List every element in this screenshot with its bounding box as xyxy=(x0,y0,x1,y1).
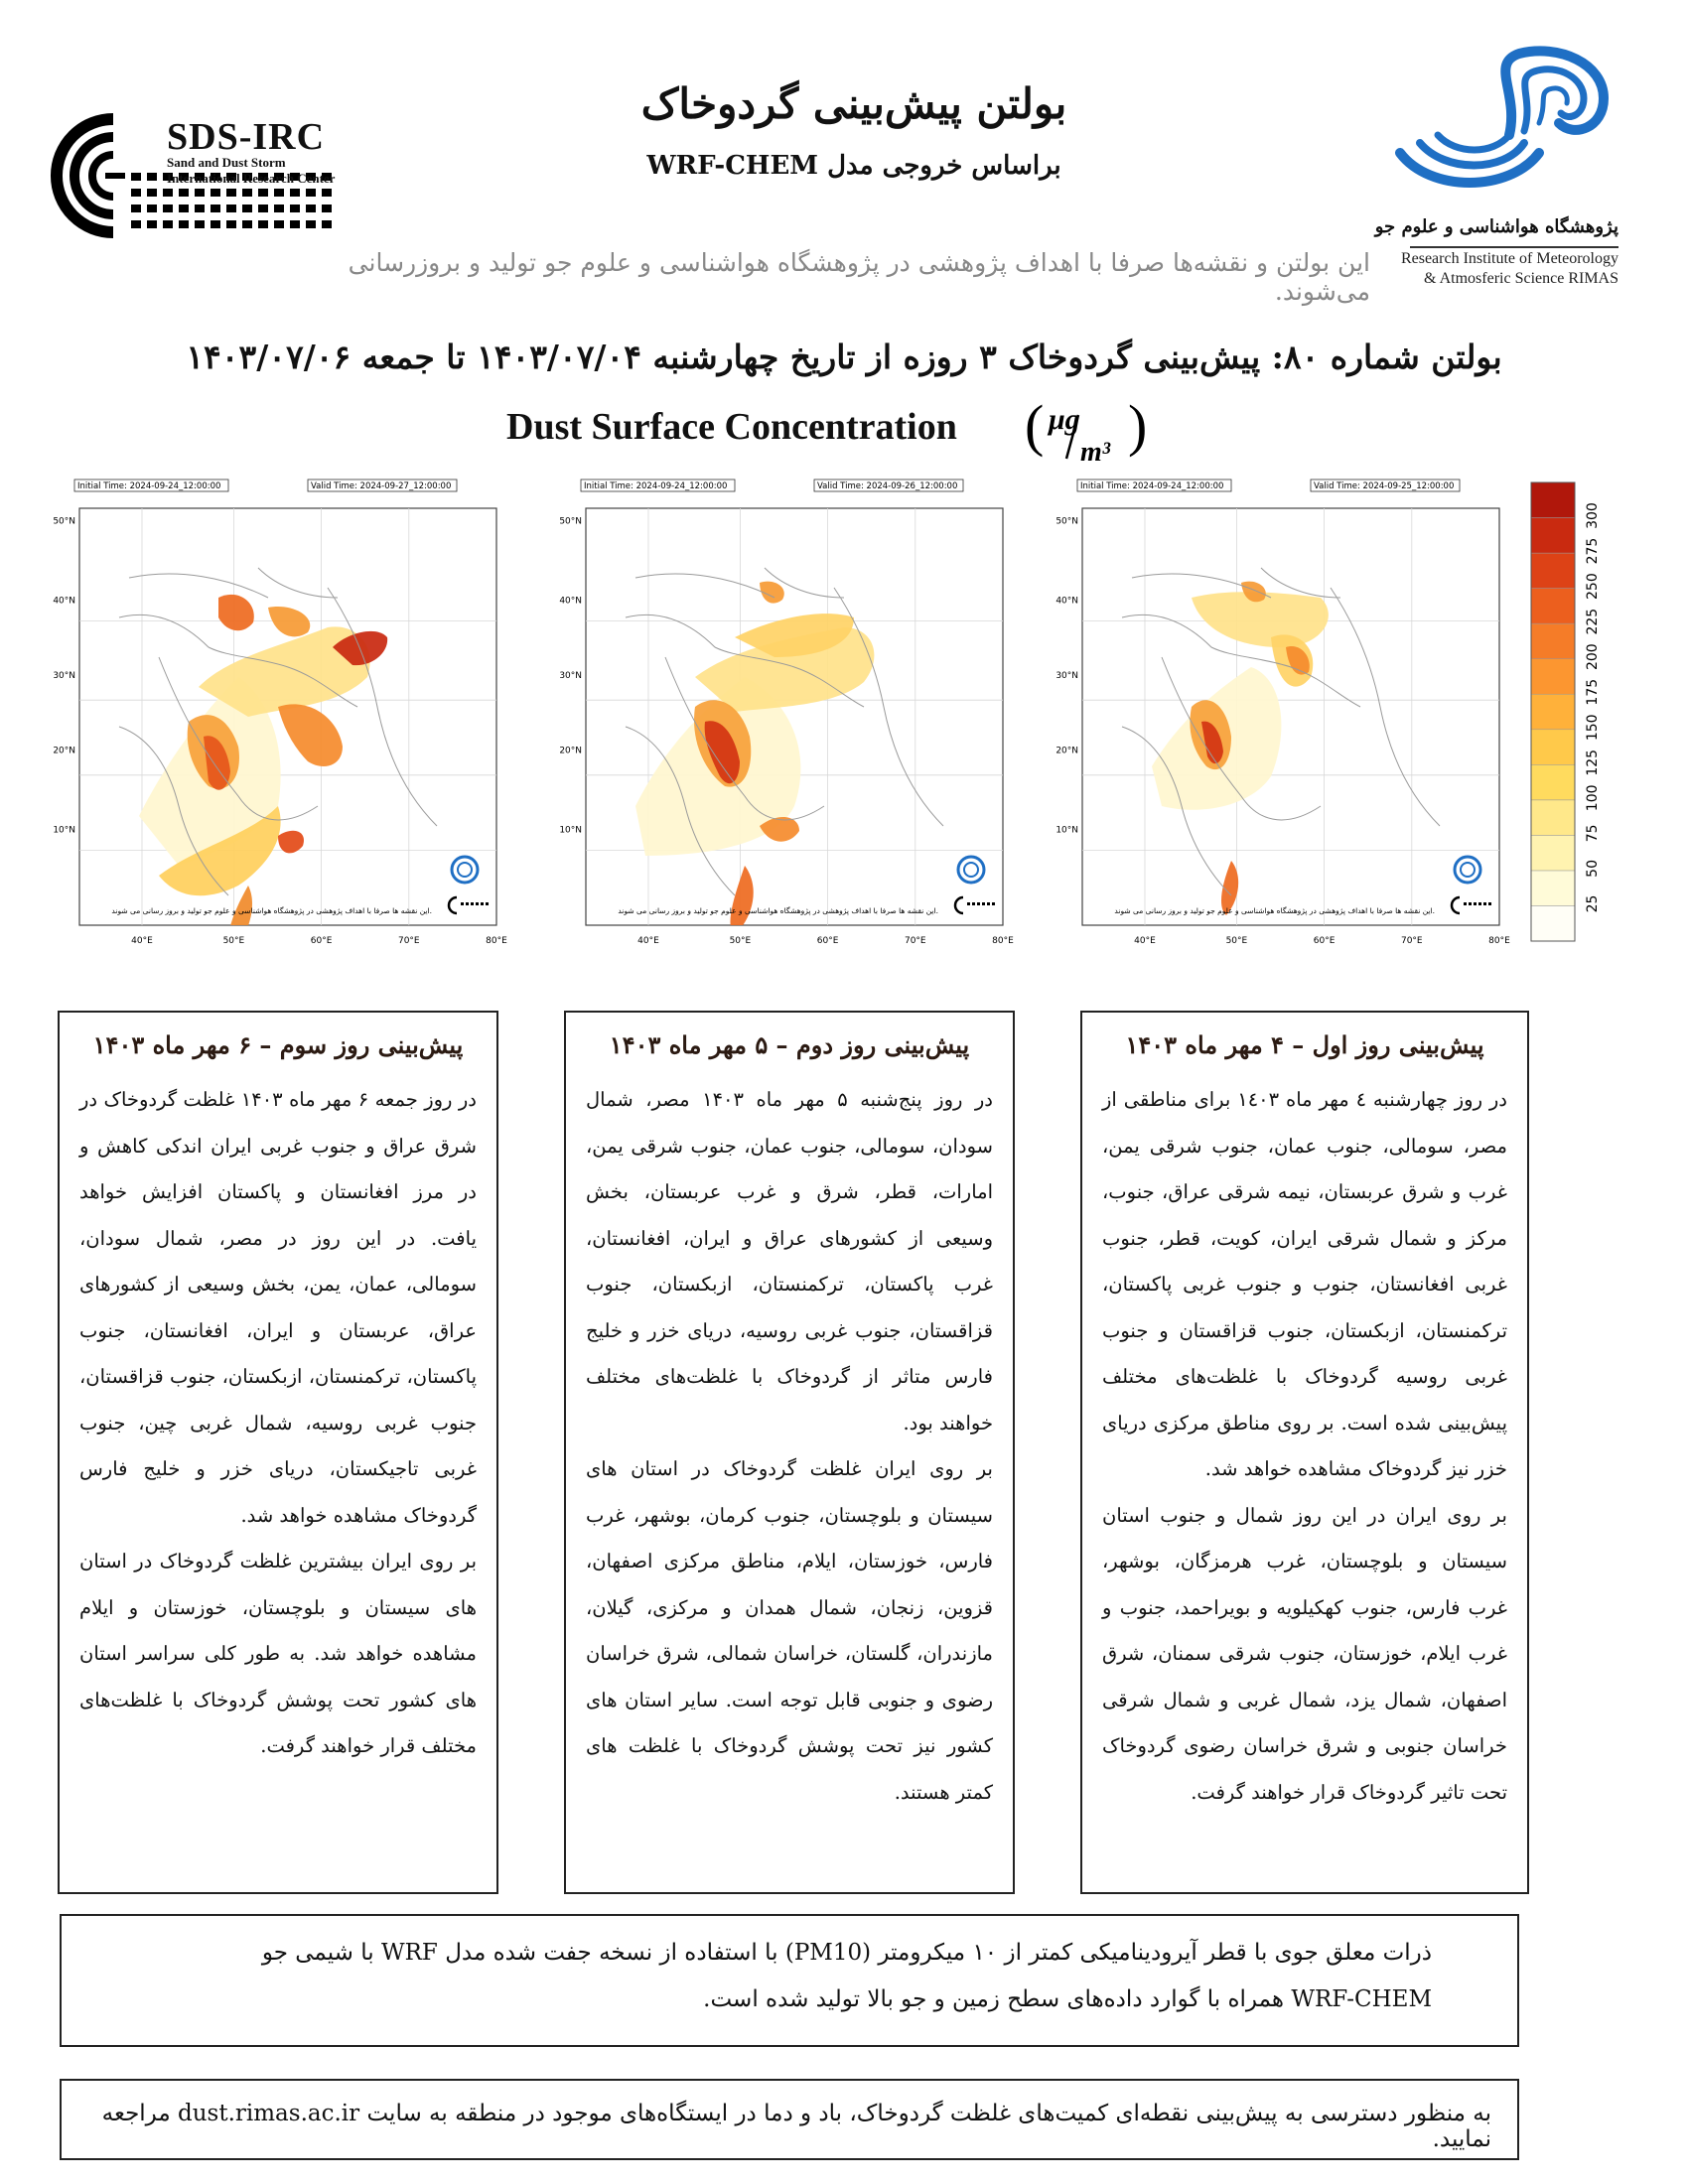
lon-tick-label: 60°E xyxy=(310,936,333,946)
colorbar-tick-label: 175 xyxy=(1585,678,1601,706)
map-disclaimer: این نقشه ها صرفا با اهداف پژوهشی در پژوهشگاه هواشناسی و علوم جو تولید و بروز رسانی می شوند. xyxy=(1114,906,1435,915)
dust-map-plot xyxy=(1043,478,1510,955)
valid-time-label: Valid Time: 2024-09-25_12:00:00 xyxy=(1314,481,1455,491)
colorbar-swatch xyxy=(1531,589,1575,624)
colorbar-tick-label: 125 xyxy=(1585,749,1601,776)
colorbar-swatch xyxy=(1531,694,1575,730)
forecast-map-day-1 xyxy=(1043,478,1510,955)
valid-time-label: Valid Time: 2024-09-27_12:00:00 xyxy=(311,481,452,491)
model-description-text xyxy=(181,1930,1432,2023)
model-description-line-1: ذرات معلق جوی با قطر آیرودینامیکی کمتر از ۱۰ میکرومتر (PM10) با استفاده از نسخه جفت شده مدل WRF با شیمی جو xyxy=(261,1940,1432,1966)
concentration-colorbar xyxy=(1529,478,1609,945)
colorbar-swatch xyxy=(1531,659,1575,695)
lat-tick-label: 30°N xyxy=(1055,671,1078,681)
lon-tick-label: 50°E xyxy=(1225,936,1248,946)
colorbar-tick-label: 75 xyxy=(1585,824,1601,843)
lon-tick-label: 40°E xyxy=(131,936,153,946)
colorbar-swatch xyxy=(1531,518,1575,554)
research-disclaimer: این بولتن و نقشه‌ها صرفا با اهداف پژوهشی در پژوهشگاه هواشناسی و علوم جو تولید و بروزرسانی می‌شوند. xyxy=(348,248,1370,306)
colorbar-tick-label: 300 xyxy=(1585,502,1601,529)
forecast-day-2-heading: پیش‌بینی روز دوم – ۵ مهر ماه ۱۴۰۳ xyxy=(609,1030,970,1059)
colorbar-swatch xyxy=(1531,871,1575,906)
forecast-day-3-paragraph: در روز جمعه ۶ مهر ماه ۱۴۰۳ غلظت گردوخاک در شرق عراق و جنوب غربی ایران اندکی کاهش و در مرز افغانستان و پاکستان افزایش خواهد یافت. در این روز در مصر، شمال سودان، سومالی، عمان، یمن، بخش وسیعی از کشورهای عراق، عربستان و ایران، افغانستان، جنوب پاکستان، ترکمنستان، ازبکستان، جنوب قزاقستان، جنوب غربی روسیه، شمال غربی چین، جنوب غربی تاجیکستان، دریای خزر و خلیج فارس گردوخاک مشاهده خواهد شد. xyxy=(79,1088,477,1527)
colorbar-swatch xyxy=(1531,623,1575,659)
lat-tick-label: 20°N xyxy=(1055,746,1078,756)
lat-tick-label: 40°N xyxy=(559,596,582,607)
website-reference-text: به منظور دسترسی به پیش‌بینی نقطه‌ای کمیت‌های غلظت گردوخاک، باد و دما در ایستگاه‌های موجود در منطقه به سایت dust.rimas.ac.ir مراجعه نمایید. xyxy=(101,2101,1491,2152)
bulletin-number-title: بولتن شماره ۸۰: پیش‌بینی گردوخاک ۳ روزه از تاریخ چهارشنبه ۱۴۰۳/۰۷/۰۴ تا جمعه ۱۴۰۳/۰۷/۰۶ xyxy=(186,338,1502,376)
forecast-day-2-paragraph: بر روی ایران غلظت گردوخاک در استان های سیستان و بلوچستان، جنوب کرمان، بوشهر، غرب فارس، خوزستان، ایلام، مناطق مرکزی اصفهان، قزوین، زنجان، شمال همدان و مرکزی، گیلان، مازندران، گلستان، خراسان شمالی، شرق خراسان رضوی و جنوبی قابل توجه است. سایر استان های کشور نیز تحت پوشش گردوخاک با غلظت های کمتر هستند. xyxy=(586,1457,993,1804)
lon-tick-label: 60°E xyxy=(1313,936,1336,946)
colorbar-swatch xyxy=(1531,764,1575,800)
lon-tick-label: 70°E xyxy=(1400,936,1423,946)
lat-tick-label: 40°N xyxy=(53,596,75,607)
lat-tick-label: 30°N xyxy=(559,671,582,681)
lat-tick-label: 30°N xyxy=(53,671,75,681)
forecast-day-2-box xyxy=(564,1011,1015,1894)
lon-tick-label: 40°E xyxy=(1134,936,1156,946)
forecast-day-1-box xyxy=(1080,1011,1529,1894)
sds-irc-name: SDS-IRC xyxy=(167,116,326,158)
forecast-day-3-box xyxy=(58,1011,498,1894)
colorbar-tick-label: 100 xyxy=(1585,784,1601,812)
colorbar-tick-label: 225 xyxy=(1585,608,1601,635)
colorbar-tick-label: 50 xyxy=(1585,860,1601,878)
lon-tick-label: 70°E xyxy=(904,936,926,946)
figure-unit-denominator: m³ xyxy=(1080,437,1111,468)
rimas-name-en-2: & Atmosferic Science RIMAS xyxy=(1424,270,1618,287)
lat-tick-label: 20°N xyxy=(53,746,75,756)
figure-unit-numerator: μg xyxy=(1049,403,1080,436)
colorbar-tick-label: 250 xyxy=(1585,573,1601,600)
forecast-day-2-text xyxy=(586,1077,993,1816)
forecast-day-3-heading: پیش‌بینی روز سوم – ۶ مهر ماه ۱۴۰۳ xyxy=(92,1030,464,1059)
rimas-divider xyxy=(1410,246,1618,248)
colorbar-tick-label: 275 xyxy=(1585,537,1601,565)
lat-tick-label: 50°N xyxy=(53,516,75,527)
lat-tick-label: 40°N xyxy=(1055,596,1078,607)
lat-tick-label: 20°N xyxy=(559,746,582,756)
colorbar-swatch xyxy=(1531,835,1575,871)
colorbar-swatch xyxy=(1531,905,1575,941)
dust-map-plot xyxy=(40,478,507,955)
map-disclaimer: این نقشه ها صرفا با اهداف پژوهشی در پژوهشگاه هواشناسی و علوم جو تولید و بروز رسانی می شوند. xyxy=(111,906,432,915)
colorbar-swatch xyxy=(1531,730,1575,765)
forecast-day-3-text xyxy=(79,1077,477,1770)
colorbar-tick-label: 200 xyxy=(1585,643,1601,671)
forecast-day-3-paragraph: بر روی ایران بیشترین غلظت گردوخاک در استان های سیستان و بلوچستان، خوزستان و ایلام مشاهده خواهد شد. به طور کلی سراسر استان های کشور تحت پوشش گردوخاک با غلظت‌های مختلف قرار خواهند گرفت. xyxy=(79,1550,477,1757)
lon-tick-label: 60°E xyxy=(816,936,839,946)
sds-irc-subtitle-2: International Research Center xyxy=(167,171,336,186)
lon-tick-label: 50°E xyxy=(222,936,245,946)
lon-tick-label: 80°E xyxy=(992,936,1014,946)
dust-map-plot xyxy=(546,478,1014,955)
rimas-logo-icon xyxy=(1390,44,1628,212)
lat-tick-label: 10°N xyxy=(559,825,582,836)
sds-irc-subtitle-1: Sand and Dust Storm xyxy=(167,155,286,170)
lat-tick-label: 50°N xyxy=(559,516,582,527)
lon-tick-label: 70°E xyxy=(397,936,420,946)
colorbar-tick-label: 150 xyxy=(1585,714,1601,742)
forecast-day-1-paragraph: بر روی ایران در این روز شمال و جنوب استان سیستان و بلوچستان، غرب هرمزگان، بوشهر، غرب فارس، جنوب کهکیلویه و بویراحمد، جنوب و غرب ایلام، خوزستان، جنوب شرقی سمنان، شرق اصفهان، شمال یزد، شمال غربی و شمال شرقی خراسان جنوبی و شرق خراسان رضوی گردوخاک تحت تاثیر گردوخاک قرار خواهند گرفت. xyxy=(1102,1503,1507,1804)
forecast-day-1-heading: پیش‌بینی روز اول – ۴ مهر ماه ۱۴۰۳ xyxy=(1125,1030,1484,1059)
lon-tick-label: 40°E xyxy=(637,936,659,946)
map-disclaimer: این نقشه ها صرفا با اهداف پژوهشی در پژوهشگاه هواشناسی و علوم جو تولید و بروز رسانی می شوند. xyxy=(618,906,938,915)
valid-time-label: Valid Time: 2024-09-26_12:00:00 xyxy=(817,481,958,491)
lon-tick-label: 80°E xyxy=(1488,936,1510,946)
figure-unit xyxy=(1019,395,1158,475)
forecast-day-1-paragraph: در روز چهارشنبه ٤ مهر ماه ١٤٠٣ برای مناطقی از مصر، سومالی، جنوب عمان، جنوب شرقی یمن، غرب و شرق عربستان، نیمه شرقی عراق، جنوب، مرکز و شمال شرقی ایران، کویت، قطر، جنوب غربی افغانستان، جنوب و جنوب غربی پاکستان، ترکمنستان، ازبکستان، جنوب قزاقستان و جنوب غربی روسیه گردوخاک با غلظت‌های مختلف پیش‌بینی شده است. بر روی مناطق مرکزی دریای خزر نیز گردوخاک مشاهده خواهد شد. xyxy=(1102,1088,1507,1480)
website-reference-box xyxy=(60,2079,1519,2160)
initial-time-label: Initial Time: 2024-09-24_12:00:00 xyxy=(1080,481,1224,491)
forecast-map-day-2 xyxy=(546,478,1014,955)
colorbar-swatch xyxy=(1531,800,1575,836)
lon-tick-label: 80°E xyxy=(486,936,507,946)
lat-tick-label: 50°N xyxy=(1055,516,1078,527)
colorbar-swatch xyxy=(1531,482,1575,518)
forecast-day-1-text xyxy=(1102,1077,1507,1816)
bulletin-subtitle: براساس خروجی مدل WRF-CHEM xyxy=(646,151,1061,181)
bulletin-main-title: بولتن پیش‌بینی گردوخاک xyxy=(640,79,1067,128)
model-description-line-2: WRF-CHEM همراه با گوارد داده‌های سطح زمین و جو بالا تولید شده است. xyxy=(703,1986,1432,2012)
colorbar-tick-label: 25 xyxy=(1585,894,1601,913)
forecast-map-day-3 xyxy=(40,478,507,955)
svg-text:(: ( xyxy=(1025,393,1045,458)
lat-tick-label: 10°N xyxy=(1055,825,1078,836)
initial-time-label: Initial Time: 2024-09-24_12:00:00 xyxy=(77,481,221,491)
rimas-name-en-1: Research Institute of Meteorology xyxy=(1400,250,1618,267)
colorbar-swatch xyxy=(1531,553,1575,589)
model-description-box xyxy=(60,1914,1519,2047)
lat-tick-label: 10°N xyxy=(53,825,75,836)
lon-tick-label: 50°E xyxy=(729,936,752,946)
rimas-name-fa: پژوهشگاه هواشناسی و علوم جو xyxy=(1374,216,1618,237)
figure-title: Dust Surface Concentration xyxy=(506,406,957,448)
forecast-day-2-paragraph: در روز پنج‌شنبه ۵ مهر ماه ۱۴۰۳ مصر، شمال سودان، سومالی، جنوب عمان، جنوب شرقی یمن، امارات، قطر، شرق و غرب عربستان، بخش وسیعی از کشورهای عراق و ایران، افغانستان، غرب پاکستان، ترکمنستان، ازبکستان، جنوب قزاقستان، جنوب غربی روسیه، دریای خزر و خلیج فارس متاثر از گردوخاک با غلظت‌های مختلف خواهند بود. xyxy=(586,1088,993,1434)
initial-time-label: Initial Time: 2024-09-24_12:00:00 xyxy=(584,481,728,491)
svg-text:): ) xyxy=(1128,393,1148,458)
